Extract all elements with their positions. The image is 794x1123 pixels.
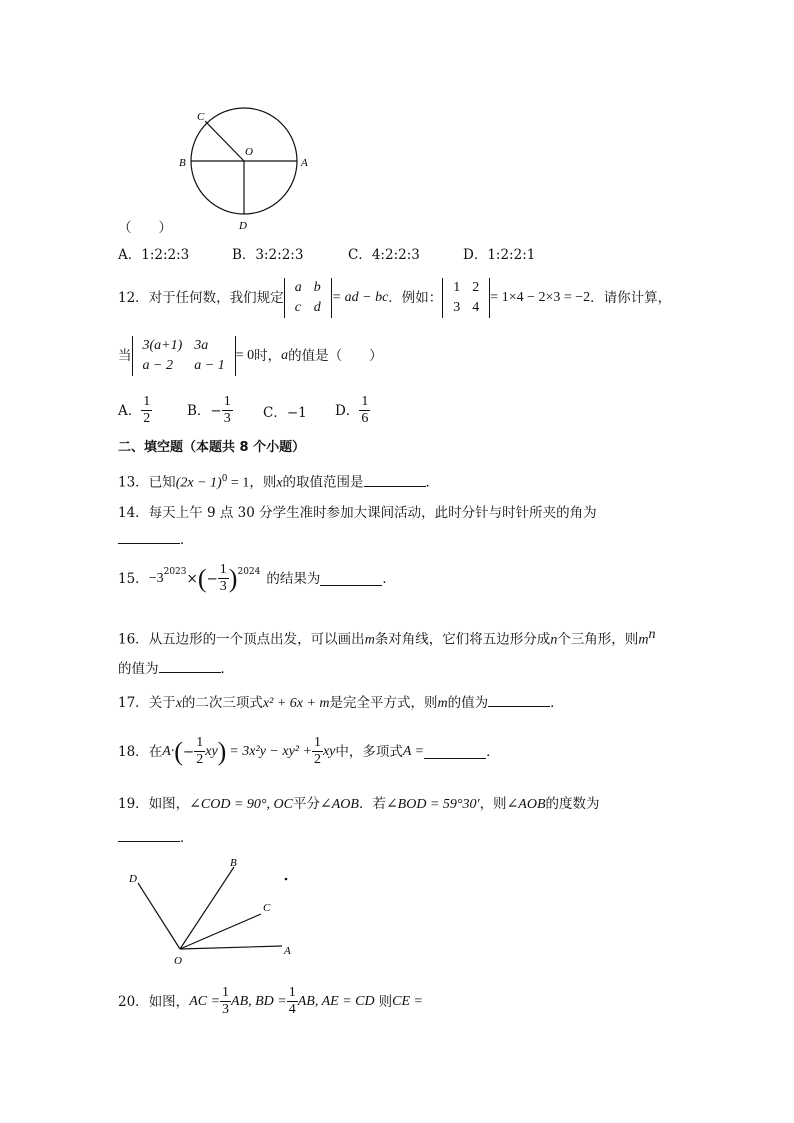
q12-line1: 12． 对于任何数，我们规定 a b c d = ad − bc ．例如： 1 2 3 4 = 1×4 − 2×3 = −2 ．请你计算，	[118, 278, 671, 318]
q20: 20． 如图， AC = $\frac{1}{3}$ AB, BD = $\frac{1}{4}$ AB, AE = CD 则 CE =	[118, 985, 423, 1017]
q12-option-a: A． $\frac{1}{2}$	[118, 394, 151, 426]
ray-od	[138, 883, 180, 949]
label-a: A	[301, 157, 308, 169]
q16: 16．从五边形的一个顶点出发，可以画出m条对角线，它们将五边形分成n个三角形，则$m^n$	[118, 627, 656, 648]
q14: 14．每天上午 9 点 30 分学生准时参加大课间活动，此时分针与时针所夹的角为	[118, 505, 597, 521]
circle-figure	[175, 105, 325, 235]
q13-answer-blank[interactable]	[364, 472, 426, 487]
q16-line2: 的值为 ．	[118, 658, 234, 679]
label-c: C	[197, 111, 205, 123]
label-a: A	[284, 945, 291, 957]
q11-paren: （ ）	[118, 220, 172, 236]
q12-determinant-example: 1 2 3 4	[442, 278, 490, 318]
label-o: O	[174, 955, 182, 967]
q11-option-b: B．3:2:2:3	[232, 247, 304, 263]
q11-option-d: D．1:2:2:1	[463, 247, 536, 263]
q12-option-b: B． − $\frac{1}{3}$	[187, 394, 231, 426]
q17: 17．关于x的二次三项式x² + 6x + m是完全平方式，则m的值为 ．	[118, 692, 564, 714]
q17-answer-blank[interactable]	[488, 692, 550, 707]
stray-dot	[285, 878, 288, 881]
q12-line2: 当 3(a+1) 3a a − 2 a − 1 = 0 时， a 的值是（ ）	[118, 336, 383, 376]
q12-option-c: C．−1	[263, 405, 307, 421]
q12-determinant-problem: 3(a+1) 3a a − 2 a − 1	[132, 336, 236, 376]
label-d: D	[129, 873, 137, 885]
angle-figure	[120, 852, 310, 970]
q15: 15． −3 $^{2023}$ × ( − $\frac{1}{3}$ ) $^{2024}$ 的结果为 ．	[118, 562, 396, 594]
label-b: B	[179, 157, 186, 169]
q18-answer-blank[interactable]	[424, 744, 486, 759]
q14-answer-blank[interactable]	[118, 529, 180, 544]
section-heading-fill-in: 二、填空题（本题共 8 个小题）	[118, 440, 306, 455]
q19-answer-blank[interactable]	[118, 827, 180, 842]
q13: 13．已知$(2x - 1)^0 = 1$，则x的取值范围是 ．	[118, 469, 439, 494]
label-c: C	[263, 902, 271, 914]
label-b: B	[230, 857, 237, 869]
q12-option-d: D． $\frac{1}{6}$	[335, 394, 369, 426]
q16-answer-blank[interactable]	[159, 658, 221, 673]
q14-line2: ．	[118, 529, 194, 550]
q18: 18． 在 A· ( − $\frac{1}{2}$ xy ) = 3x²y − xy² + $\frac{1}{2}$ xy 中，多项式 A = ．	[118, 735, 500, 767]
q11-option-a: A．1:2:2:3	[118, 247, 190, 263]
ray-oa	[180, 946, 282, 949]
q12-determinant-def: a b c d	[284, 278, 332, 318]
q11-option-c: C．4:2:2:3	[348, 247, 420, 263]
q15-answer-blank[interactable]	[320, 571, 382, 586]
q19-line2: ．	[118, 827, 194, 848]
label-d: D	[239, 220, 247, 232]
radius-oc	[205, 121, 244, 161]
label-o: O	[245, 146, 253, 158]
q19: 19．如图，∠COD = 90°, OC平分∠AOB．若∠BOD = 59°30′，则∠AOB的度数为	[118, 796, 600, 812]
